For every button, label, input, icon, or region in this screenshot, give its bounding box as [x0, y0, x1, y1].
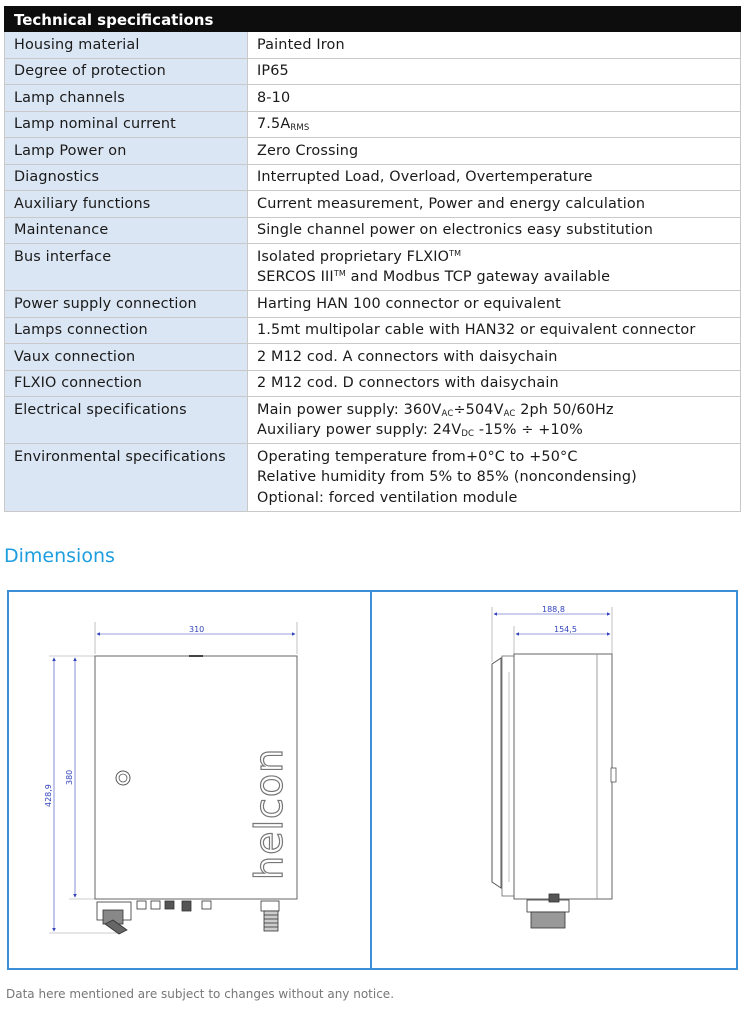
spec-value: 1.5mt multipolar cable with HAN32 or equivalent connector [248, 317, 741, 344]
table-row [5, 370, 741, 397]
spec-label: Power supply connection [5, 291, 248, 318]
technical-drawing [9, 592, 736, 968]
table-row [5, 444, 741, 512]
front-view [44, 622, 297, 934]
spec-label: Housing material [5, 32, 248, 59]
table-row [5, 111, 741, 138]
table-row [5, 244, 741, 291]
table-row [5, 138, 741, 165]
main-power-line: Main power supply: $360V_{AC}\div 504V_{AC}$ 2ph 50/60Hz [257, 401, 614, 419]
specs-table [4, 6, 741, 512]
spec-label: Maintenance [5, 217, 248, 244]
height-428-label: 428,9 [44, 784, 53, 807]
table-row [5, 344, 741, 371]
side-view [492, 605, 616, 928]
table-row [5, 191, 741, 218]
table-row [5, 217, 741, 244]
spec-value: Zero Crossing [248, 138, 741, 165]
spec-value: 8-10 [248, 85, 741, 112]
spec-label: Bus interface [5, 244, 248, 291]
spec-value: Single channel power on electronics easy substitution [248, 217, 741, 244]
spec-label: Lamp nominal current [5, 111, 248, 138]
dimensions-title: Dimensions [4, 545, 115, 567]
spec-label: Diagnostics [5, 164, 248, 191]
spec-value [248, 444, 741, 512]
table-row [5, 85, 741, 112]
height-380-label: 380 [65, 769, 74, 785]
depth-188-label: 188,8 [542, 605, 565, 614]
spec-value: Interrupted Load, Overload, Overtemperature [248, 164, 741, 191]
dimensions-drawing [7, 590, 738, 970]
spec-value: Painted Iron [248, 32, 741, 59]
table-row [5, 291, 741, 318]
disclaimer-notice: Data here mentioned are subject to changes without any notice. [6, 987, 395, 1001]
spec-value: Harting HAN 100 connector or equivalent [248, 291, 741, 318]
spec-value [248, 111, 741, 138]
spec-label: Auxiliary functions [5, 191, 248, 218]
spec-label: Lamp channels [5, 85, 248, 112]
table-row [5, 32, 741, 59]
table-row [5, 397, 741, 444]
table-row [5, 164, 741, 191]
trademark: TM [333, 269, 346, 278]
spec-label: Vaux connection [5, 344, 248, 371]
depth-154-label: 154,5 [554, 625, 577, 634]
rms-subscript: RMS [290, 123, 310, 133]
spec-label: Lamp Power on [5, 138, 248, 165]
env-line-2: Relative humidity from 5% to 85% (noncondensing) [257, 469, 637, 485]
bus-line-2: SERCOS III™ and Modbus TCP gateway available [257, 269, 611, 285]
table-row [5, 58, 741, 85]
spec-label: FLXIO connection [5, 370, 248, 397]
spec-label: Environmental specifications [5, 444, 248, 512]
env-line-1: Operating temperature from+0°C to +50°C [257, 448, 578, 465]
table-row [5, 317, 741, 344]
spec-value: 2 M12 cod. A connectors with daisychain [248, 344, 741, 371]
spec-label: Lamps connection [5, 317, 248, 344]
env-line-3: Optional: forced ventilation module [257, 489, 518, 506]
spec-label: Degree of protection [5, 58, 248, 85]
width-310-label: 310 [189, 625, 205, 634]
specs-title: Technical specifications [5, 7, 741, 32]
brand-logo: helcon [247, 747, 291, 880]
aux-power-line: Auxiliary power supply: $24V_{DC}$ -15% ÷ +10% [257, 422, 583, 439]
spec-value [248, 397, 741, 444]
bus-line-1: Isolated proprietary FLXIO™ [257, 248, 462, 265]
spec-label: Electrical specifications [5, 397, 248, 444]
spec-value: Current measurement, Power and energy calculation [248, 191, 741, 218]
spec-value: IP65 [248, 58, 741, 85]
trademark: TM [449, 248, 462, 258]
spec-value: 2 M12 cod. D connectors with daisychain [248, 370, 741, 397]
spec-value [248, 244, 741, 291]
current-value: 7.5A [257, 116, 291, 132]
